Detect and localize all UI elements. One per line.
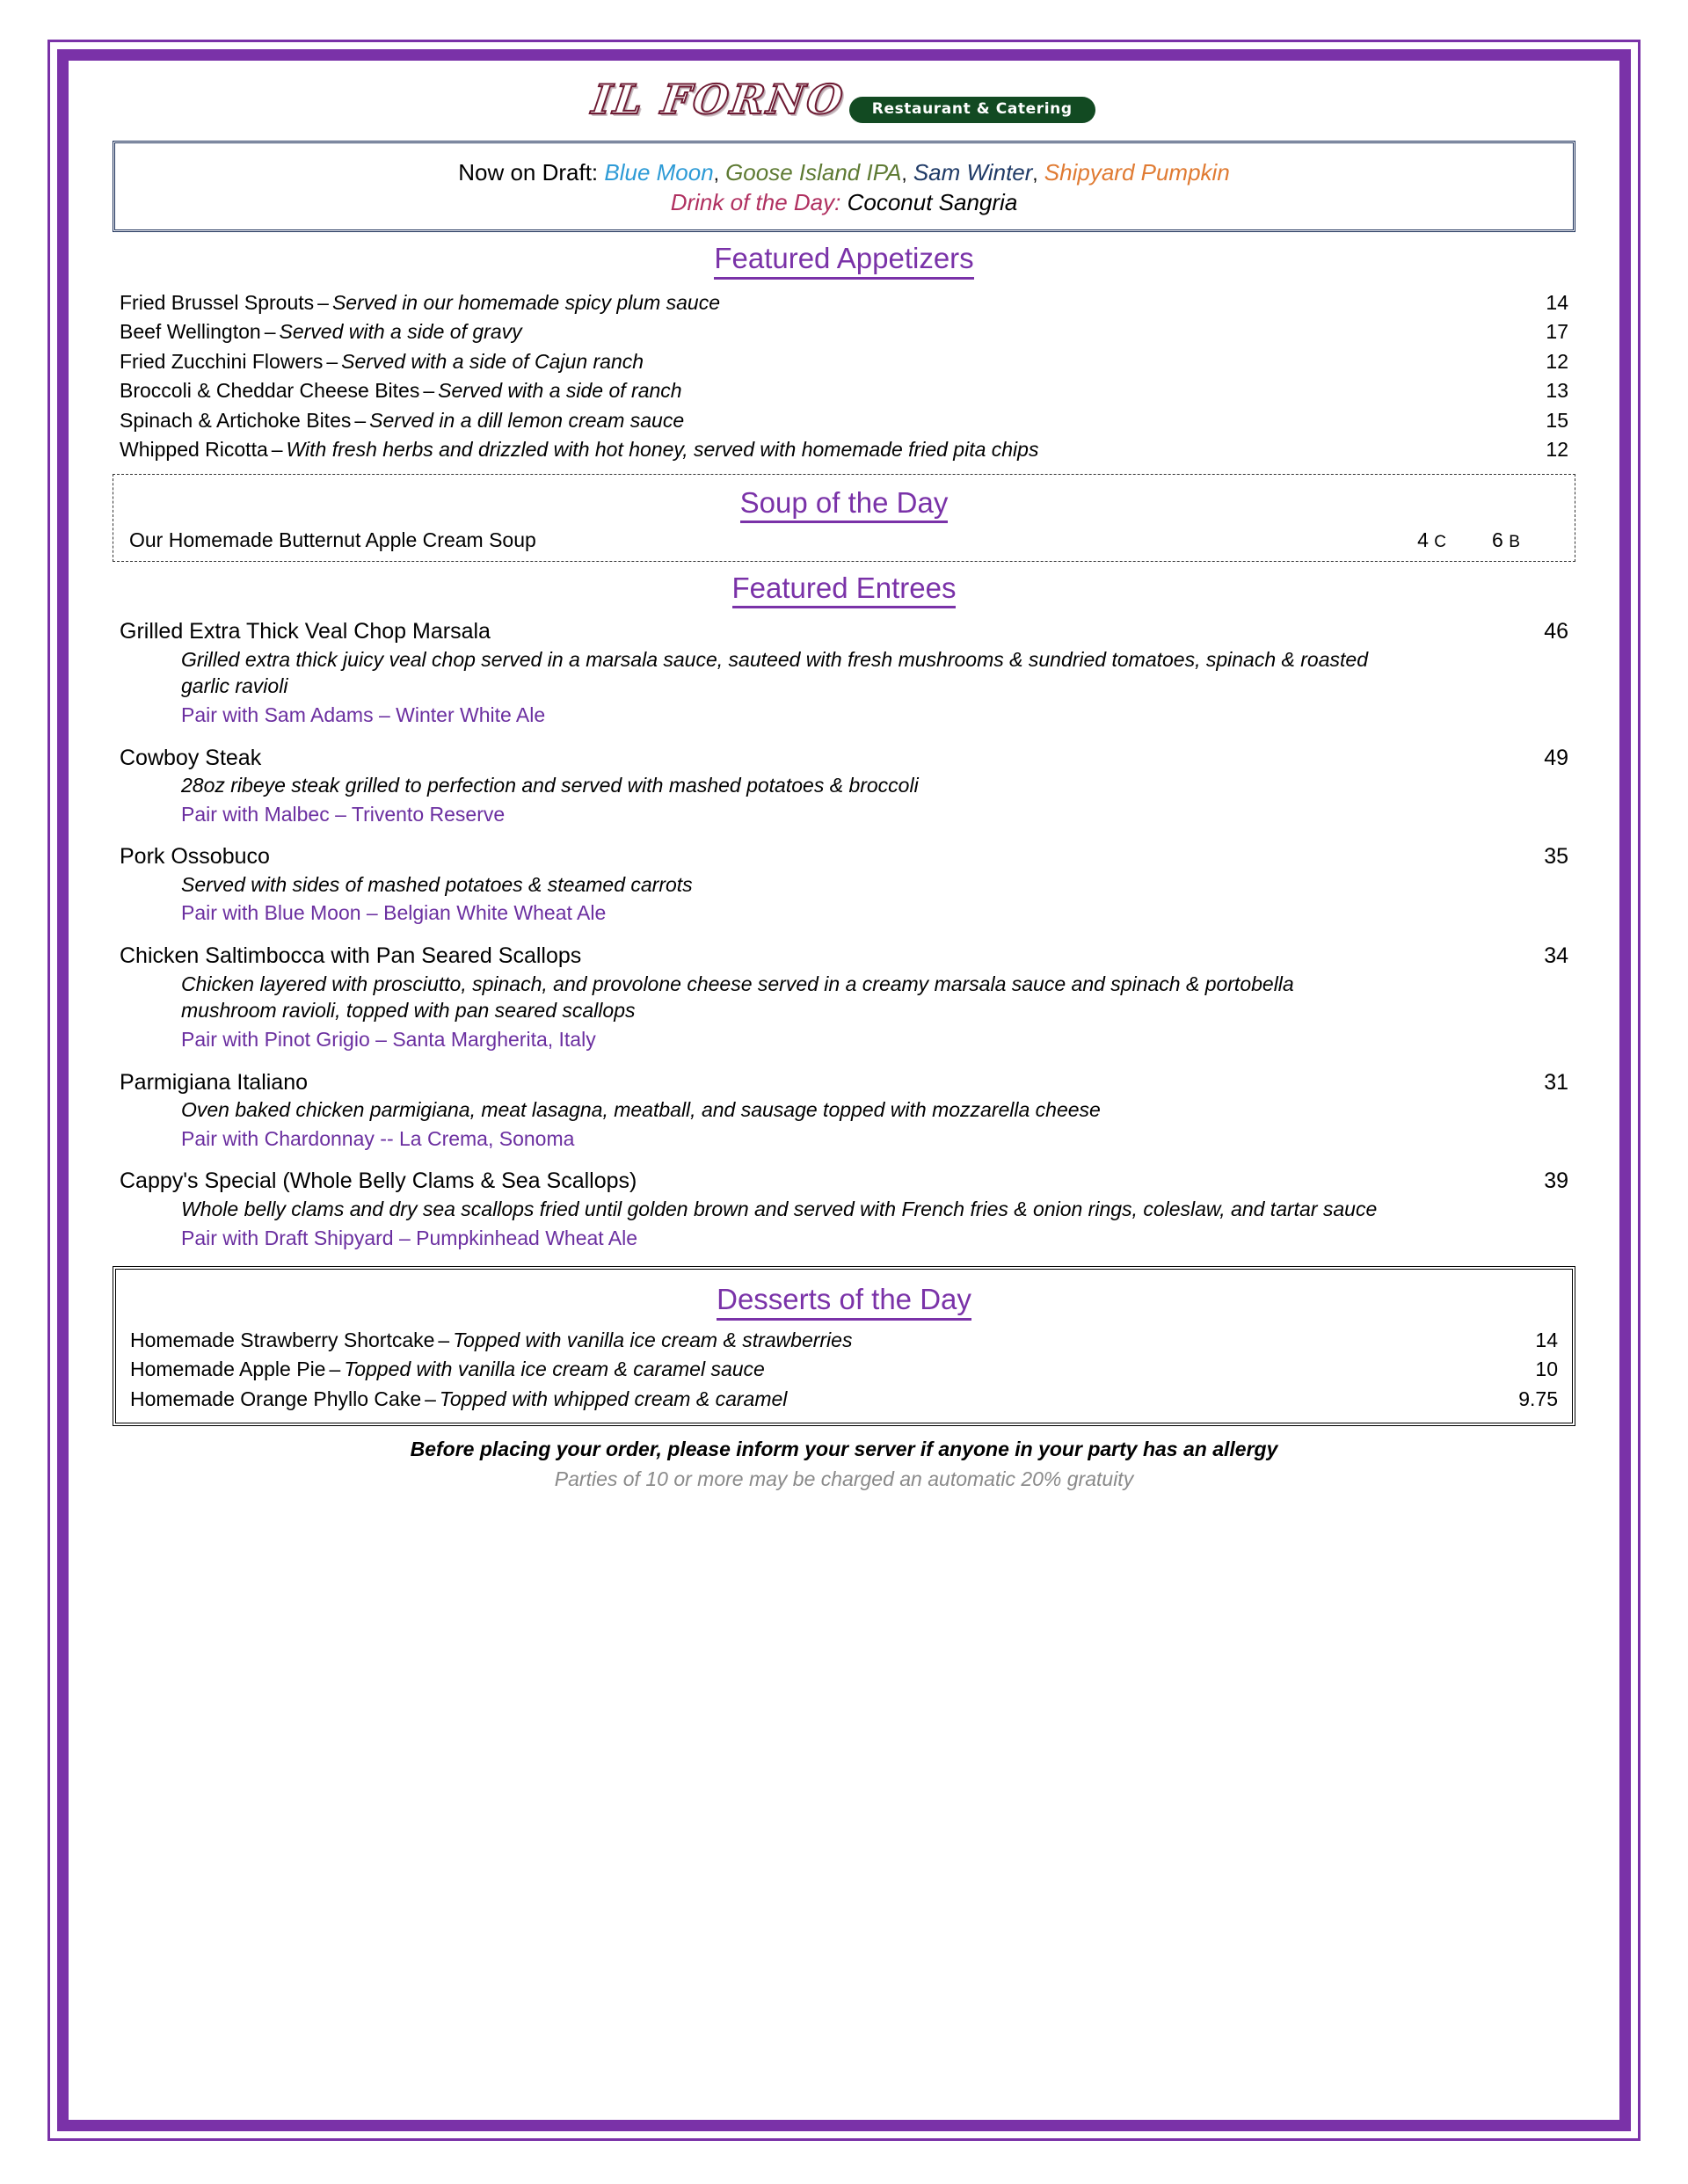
dessert-name: Homemade Apple Pie (130, 1358, 326, 1381)
entree-description: Grilled extra thick juicy veal chop served in a marsala sauce, sauteed with fresh mushrooms & sundried tomatoes, spinach & roasted garlic ravioli (181, 647, 1368, 698)
appetizer-dash: – (326, 349, 338, 373)
dessert-row (130, 1326, 1558, 1356)
drink-of-the-day-line (124, 187, 1564, 217)
entree-item (120, 942, 1568, 1053)
entree-item (120, 1068, 1568, 1154)
entree-header (120, 842, 1568, 871)
soup-cup-price-group (1417, 528, 1446, 552)
menu-footer (107, 1426, 1581, 1493)
appetizer-description: With fresh herbs and drizzled with hot honey, served with homemade fried pita chips (286, 438, 1039, 462)
soup-cup-price: 4 (1417, 528, 1429, 551)
entree-pairing: Pair with Draft Shipyard – Pumpkinhead Wheat Ale (181, 1226, 638, 1249)
entrees-list (107, 615, 1581, 1252)
dessert-description: Topped with vanilla ice cream & caramel sauce (344, 1358, 765, 1381)
appetizer-text (120, 377, 1507, 405)
soup-of-the-day-box (113, 474, 1575, 562)
entrees-heading (107, 572, 1581, 608)
now-on-draft-line (124, 157, 1564, 187)
entree-header (120, 1068, 1568, 1097)
appetizer-row (120, 317, 1568, 347)
logo-wordmark: IL FORNO (589, 76, 849, 123)
appetizer-text (120, 348, 1507, 376)
appetizers-heading-text: Featured Appetizers (714, 243, 973, 279)
appetizer-name: Fried Zucchini Flowers (120, 349, 324, 373)
appetizer-text (120, 407, 1507, 435)
appetizer-price: 15 (1546, 408, 1568, 432)
entree-name: Chicken Saltimbocca with Pan Seared Scallops (120, 943, 582, 969)
draft-beer-blue-moon: Blue Moon (604, 158, 714, 186)
appetizer-name: Spinach & Artichoke Bites (120, 408, 352, 432)
draft-separator-1: , (713, 162, 719, 185)
entree-description: Served with sides of mashed potatoes & steamed carrots (181, 872, 693, 896)
appetizer-dash: – (271, 438, 283, 462)
dessert-price: 10 (1535, 1358, 1558, 1381)
entree-name: Grilled Extra Thick Veal Chop Marsala (120, 619, 491, 644)
entree-price: 34 (1544, 943, 1568, 969)
dessert-dash: – (438, 1328, 450, 1351)
entree-header (120, 744, 1568, 773)
entree-description: Oven baked chicken parmigiana, meat lasagna, meatball, and sausage topped with mozzarella cheese (181, 1098, 1101, 1122)
entree-header (120, 1167, 1568, 1196)
soup-cup-unit: C (1434, 532, 1446, 551)
appetizer-row (120, 288, 1568, 318)
drink-of-the-day-value: Coconut Sangria (847, 189, 1018, 215)
entree-price: 49 (1544, 745, 1568, 770)
appetizer-description: Served in our homemade spicy plum sauce (331, 290, 720, 314)
entree-description: Whole belly clams and dry sea scallops fried until golden brown and served with French fries & onion rings, coleslaw, and tartar sauce (181, 1197, 1378, 1220)
draft-beer-shipyard-pumpkin: Shipyard Pumpkin (1044, 158, 1230, 186)
entree-header (120, 942, 1568, 971)
soup-heading-text: Soup of the Day (740, 487, 949, 523)
soup-name: Our Homemade Butternut Apple Cream Soup (129, 528, 536, 551)
appetizer-name: Broccoli & Cheddar Cheese Bites (120, 379, 420, 403)
appetizer-text (120, 289, 1507, 317)
appetizer-price: 14 (1546, 290, 1568, 314)
entree-description: Chicken layered with prosciutto, spinach, and provolone cheese served in a creamy marsala sauce and spinach & portobella mushroom ravioli, topped with pan seared scallops (181, 972, 1294, 1023)
appetizer-name: Whipped Ricotta (120, 438, 268, 462)
dessert-row (130, 1355, 1558, 1385)
appetizers-list (107, 287, 1581, 465)
entree-item (120, 842, 1568, 928)
entree-name: Cappy's Special (Whole Belly Clams & Sea Scallops) (120, 1168, 637, 1194)
desserts-box (113, 1266, 1575, 1426)
entree-name: Cowboy Steak (120, 745, 262, 770)
entree-price: 39 (1544, 1168, 1568, 1194)
dessert-price: 9.75 (1518, 1387, 1558, 1410)
entrees-heading-text: Featured Entrees (732, 572, 957, 608)
entree-header (120, 617, 1568, 646)
appetizer-price: 13 (1546, 379, 1568, 403)
appetizers-heading (107, 243, 1581, 279)
logo-tagline-banner: Restaurant & Catering (849, 97, 1095, 123)
dessert-description: Topped with whipped cream & caramel (439, 1387, 788, 1410)
draft-and-drink-box (113, 141, 1575, 233)
appetizer-description: Served with a side of ranch (438, 379, 682, 403)
draft-beer-goose-island-ipa: Goose Island IPA (725, 158, 902, 186)
draft-beer-sam-winter: Sam Winter (913, 158, 1033, 186)
entree-pairing: Pair with Sam Adams – Winter White Ale (181, 703, 546, 726)
entree-pairing: Pair with Chardonnay -- La Crema, Sonoma (181, 1126, 575, 1150)
desserts-heading (125, 1284, 1563, 1320)
entree-price: 46 (1544, 619, 1568, 644)
appetizer-row (120, 435, 1568, 465)
gratuity-notice: Parties of 10 or more may be charged an automatic 20% gratuity (554, 1467, 1134, 1491)
appetizer-price: 12 (1546, 438, 1568, 462)
entree-price: 35 (1544, 844, 1568, 870)
appetizer-name: Beef Wellington (120, 320, 261, 344)
entree-pairing: Pair with Blue Moon – Belgian White Wheat Ale (181, 901, 607, 925)
dessert-name: Homemade Strawberry Shortcake (130, 1328, 435, 1351)
soup-heading (122, 487, 1566, 523)
appetizer-description: Served with a side of Cajun ranch (341, 349, 644, 373)
soup-bowl-unit: B (1509, 532, 1520, 551)
appetizer-dash: – (264, 320, 276, 344)
appetizer-row (120, 376, 1568, 406)
entree-price: 31 (1544, 1069, 1568, 1095)
inner-purple-frame (57, 49, 1631, 2131)
appetizer-dash: – (354, 408, 367, 432)
appetizer-description: Served in a dill lemon cream sauce (369, 408, 685, 432)
appetizer-row (120, 347, 1568, 377)
entree-item (120, 1167, 1568, 1252)
appetizer-name: Fried Brussel Sprouts (120, 290, 315, 314)
dessert-price: 14 (1535, 1328, 1558, 1351)
appetizer-price: 12 (1546, 349, 1568, 373)
menu-content (69, 61, 1619, 2120)
entree-item (120, 744, 1568, 829)
entree-name: Pork Ossobuco (120, 844, 270, 870)
dessert-dash: – (425, 1387, 436, 1410)
dessert-row (130, 1385, 1558, 1415)
dessert-dash: – (329, 1358, 341, 1381)
dessert-text (130, 1356, 1496, 1384)
dessert-text (130, 1327, 1496, 1355)
outer-purple-frame (47, 40, 1641, 2141)
appetizer-row (120, 406, 1568, 436)
appetizer-dash: – (423, 379, 435, 403)
appetizer-price: 17 (1546, 320, 1568, 344)
draft-separator-2: , (901, 162, 907, 185)
entree-item (120, 617, 1568, 729)
soup-row (122, 528, 1566, 552)
dessert-description: Topped with vanilla ice cream & strawberries (453, 1328, 853, 1351)
entree-name: Parmigiana Italiano (120, 1069, 309, 1095)
restaurant-logo (107, 73, 1581, 128)
soup-bowl-price: 6 (1492, 528, 1503, 551)
soup-bowl-price-group (1492, 528, 1559, 552)
now-on-draft-label: Now on Draft: (458, 158, 599, 186)
entree-description: 28oz ribeye steak grilled to perfection and served with mashed potatoes & broccoli (181, 774, 919, 797)
appetizer-text (120, 318, 1507, 346)
appetizer-dash: – (317, 290, 329, 314)
allergy-notice: Before placing your order, please inform your server if anyone in your party has an allergy (410, 1438, 1278, 1461)
dessert-name: Homemade Orange Phyllo Cake (130, 1387, 422, 1410)
draft-separator-3: , (1032, 162, 1038, 185)
appetizer-text (120, 436, 1507, 464)
entree-pairing: Pair with Malbec – Trivento Reserve (181, 802, 506, 826)
dessert-text (130, 1386, 1496, 1414)
drink-of-the-day-label: Drink of the Day: (670, 189, 841, 215)
desserts-list (125, 1326, 1563, 1415)
appetizer-description: Served with a side of gravy (279, 320, 522, 344)
entree-pairing: Pair with Pinot Grigio – Santa Margherita, Italy (181, 1027, 596, 1051)
desserts-heading-text: Desserts of the Day (717, 1284, 971, 1320)
